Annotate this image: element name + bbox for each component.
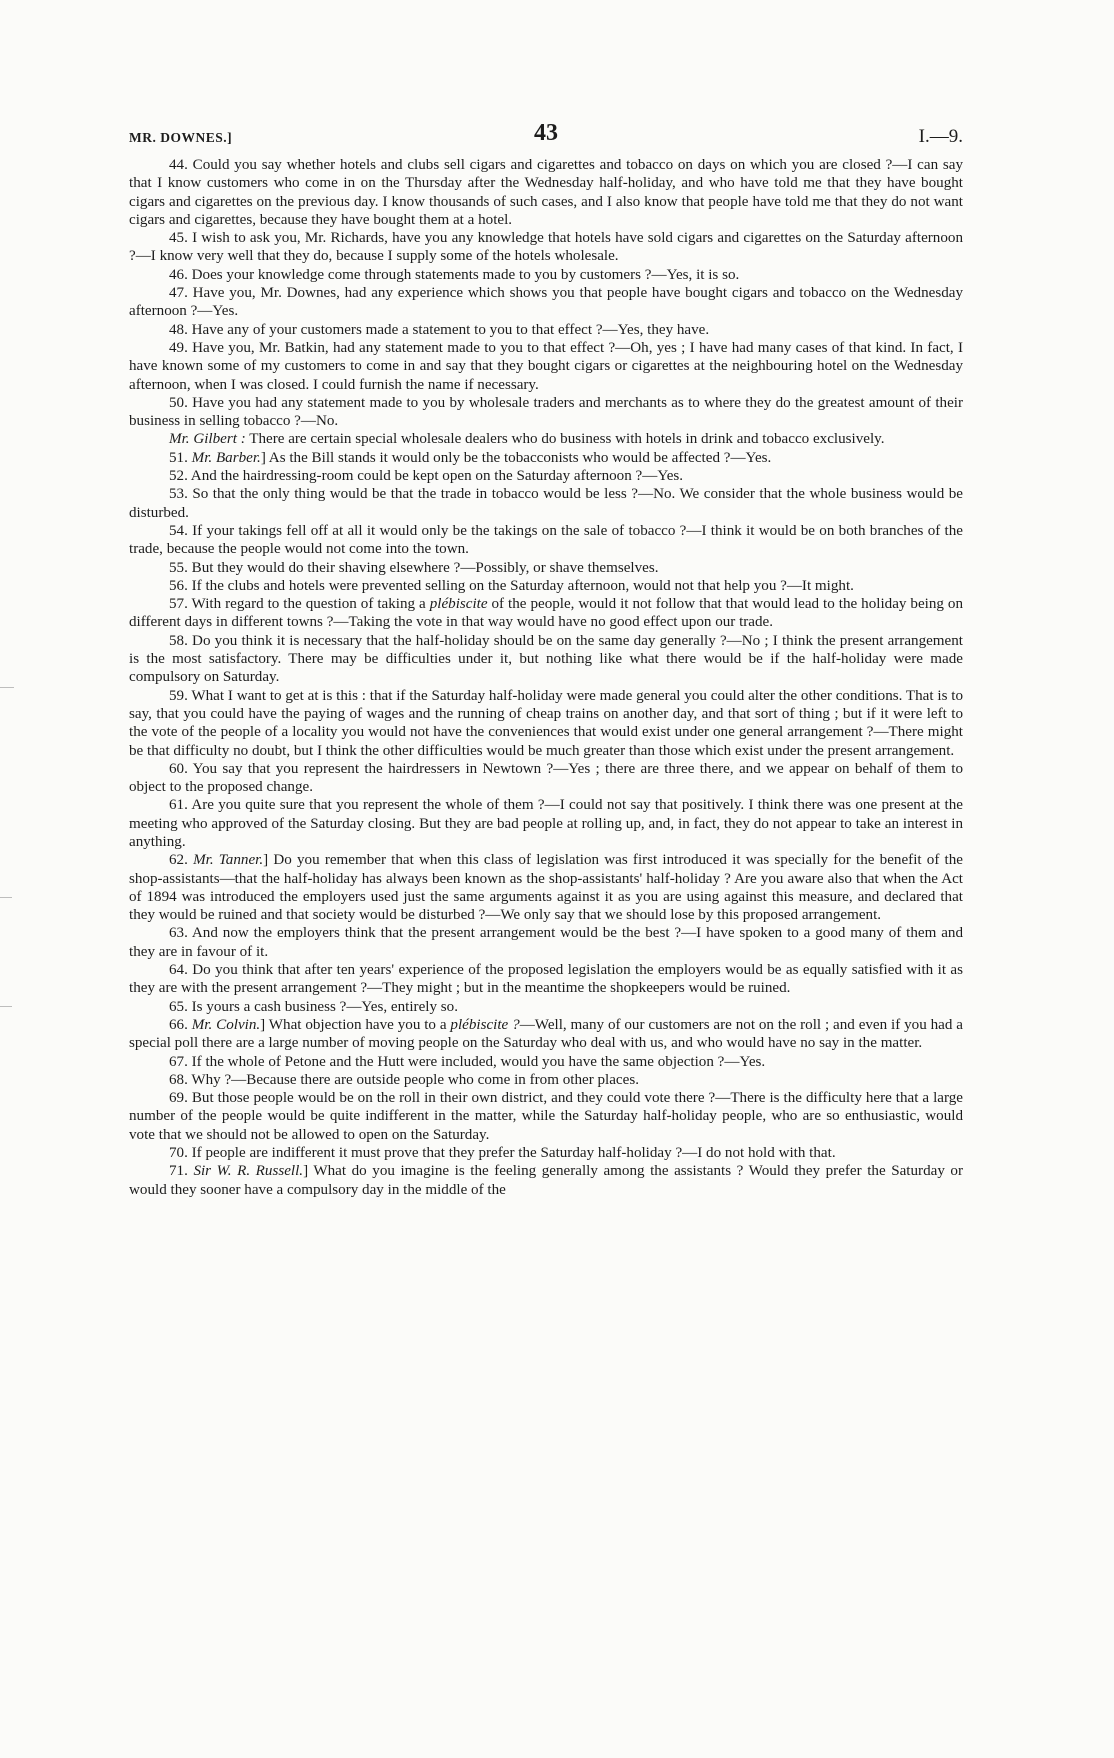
paragraph-text: 59. What I want to get at is this : that if the Saturday half-holiday were made general you could alter the other conditions. That is to say, that you could have the paying of wages and the running of cheap trains on another day, and that sort of thing ; but if it were left to the vote of the people of a locality you would not have the conveniences that would exist under one general arrangement ?—There might be that difficulty no doubt, but I think the other difficulties would be much greater than those which exist under the present arrangement. — [129, 687, 963, 759]
testimony-paragraph — [129, 1144, 963, 1162]
paragraph-text: ] What do you imagine is the feeling generally among the assistants ? Would they prefer the Saturday or would they sooner have a compulsory day in the middle of the — [129, 1163, 963, 1198]
paragraph-text: ] As the Bill stands it would only be the tobacconists who would be affected ?—Yes. — [260, 449, 772, 466]
testimony-paragraph — [129, 229, 963, 266]
paragraph-text: 69. But those people would be on the roll in their own district, and they could vote there ?—There is the difficulty here that a large number of the people would be quite indifferent in the matter, while the Saturday half-holiday people, who are so enthusiastic, would vote that we should not be allowed to open on the Saturday. — [129, 1090, 963, 1143]
paragraph-text: 60. You say that you represent the hairdressers in Newtown ?—Yes ; there are three there, and we appear on behalf of them to object to the proposed change. — [129, 760, 963, 796]
paragraph-text: 57. With regard to the question of taking a — [169, 596, 430, 613]
testimony-paragraph — [129, 961, 963, 998]
testimony-paragraph — [129, 924, 963, 961]
paragraph-text: 48. Have any of your customers made a statement to you to that effect ?—Yes, they have. — [169, 321, 710, 338]
paragraph-text: 65. Is yours a cash business ?—Yes, entirely so. — [169, 998, 458, 1015]
testimony-paragraph — [129, 1071, 963, 1089]
italic-text: Mr. Gilbert : — [169, 431, 246, 448]
testimony-paragraph — [129, 1016, 963, 1053]
running-header — [129, 118, 963, 152]
speaker-heading: MR. DOWNES.] — [129, 130, 233, 145]
paragraph-text: 49. Have you, Mr. Batkin, had any statement made to you to that effect ?—Oh, yes ; I have had many cases of that kind. In fact, I have known some of my customers to come in and say that they bought cigars or cigarettes at the neighbouring hotel on the Wednesday afternoon, when I was closed. I could furnish the name if necessary. — [129, 339, 963, 393]
testimony-paragraph — [129, 998, 963, 1016]
paragraph-text: 56. If the clubs and hotels were prevented selling on the Saturday afternoon, would not that help you ?—It might. — [169, 577, 854, 594]
testimony-paragraph — [129, 467, 963, 485]
testimony-paragraph — [129, 485, 963, 522]
italic-text: Sir W. R. Russell. — [193, 1163, 304, 1180]
testimony-paragraph — [129, 339, 963, 394]
paragraph-text: ] Do you remember that when this class of legislation was first introduced it was specially for the benefit of the shop-assistants—that the half-holiday has always been known as the shop-assistants' half-holiday ? Are you aware also that when the Act of 1894 was introduced the employers used just the same arguments against it as you are using against this measure, and declared that they would be ruined and that society would be disturbed ?—We only say that we should lose by this proposed arrangement. — [129, 852, 963, 924]
testimony-paragraph — [129, 595, 963, 632]
italic-text: Mr. Tanner. — [193, 852, 264, 869]
testimony-paragraph — [129, 851, 963, 924]
testimony-paragraph — [129, 449, 963, 467]
italic-text: Mr. Barber. — [191, 449, 261, 466]
paragraph-text: 44. Could you say whether hotels and clubs sell cigars and cigarettes and tobacco on days on which you are closed ?—I can say that I know customers who come in on the Thursday after the Wednesday half-holiday, and who have told me that they have bought cigars and cigarettes on the previous day. I know thousands of such cases, and I also know that people have told me that they do not want cigars and cigarettes, because they have bought them at a hotel. — [129, 157, 963, 228]
paragraph-text: 62. — [169, 852, 194, 869]
paragraph-text: 47. Have you, Mr. Downes, had any experience which shows you that people have bought cigars and tobacco on the Wednesday afternoon ?—Yes. — [129, 285, 963, 320]
paragraph-text: 58. Do you think it is necessary that the half-holiday should be on the same day generally ?—No ; I think the present arrangement is the most satisfactory. There may be difficulties under it, but nothing like what there would be if the half-holiday were made compulsory on Saturday. — [129, 632, 963, 686]
testimony-paragraph — [129, 156, 963, 229]
paragraph-text: 53. So that the only thing would be that the trade in tobacco would be less ?—No. We consider that the whole business would be disturbed. — [129, 486, 963, 521]
testimony-body — [129, 156, 963, 1199]
paragraph-text: 51. — [169, 449, 192, 466]
paragraph-text: 70. If people are indifferent it must prove that they prefer the Saturday half-holiday ?—I do not hold with that. — [169, 1145, 836, 1162]
scan-mark — [0, 897, 12, 898]
paragraph-text: 63. And now the employers think that the present arrangement would be the best ?—I have spoken to a good many of them and they are in favour of it. — [129, 925, 963, 960]
scan-mark — [0, 687, 14, 688]
document-page — [129, 118, 963, 1199]
paragraph-text: of the people, would it not follow that that would lead to the holiday being on different days in different towns ?—Taking the vote in that way would have no good effect upon our trade. — [129, 596, 963, 631]
scan-mark — [0, 1006, 12, 1007]
testimony-paragraph — [129, 1162, 963, 1199]
paragraph-text: 54. If your takings fell off at all it would only be the takings on the sale of tobacco ?—I think it would be on both branches of the trade, because the people would not come into the town. — [129, 522, 963, 558]
paragraph-text: There are certain special wholesale dealers who do business with hotels in drink and tobacco exclusively. — [245, 431, 885, 448]
testimony-paragraph — [129, 796, 963, 851]
testimony-paragraph — [129, 430, 963, 448]
testimony-paragraph — [129, 760, 963, 797]
paragraph-text: 61. Are you quite sure that you represent the whole of them ?—I could not say that positively. I think there was one present at the meeting who approved of the Saturday closing. But they are bad people at rolling up, and, in fact, they do not appear to take an interest in anything. — [129, 797, 963, 850]
testimony-paragraph — [129, 394, 963, 431]
paragraph-text: 45. I wish to ask you, Mr. Richards, have you any knowledge that hotels have sold cigars and cigarettes on the Saturday afternoon ?—I know very well that they do, because I supply some of the hotels wholesale. — [129, 230, 963, 265]
italic-text: Mr. Colvin. — [191, 1016, 261, 1033]
testimony-paragraph — [129, 632, 963, 687]
testimony-paragraph — [129, 687, 963, 760]
testimony-paragraph — [129, 1053, 963, 1071]
testimony-paragraph — [129, 266, 963, 284]
paragraph-text: 46. Does your knowledge come through statements made to you by customers ?—Yes, it is so. — [169, 266, 740, 283]
testimony-paragraph — [129, 284, 963, 321]
italic-text: plébiscite ? — [450, 1016, 520, 1033]
paragraph-text: 64. Do you think that after ten years' experience of the proposed legislation the employers would be as equally satisfied with it as they are with the present arrangement ?—They might ; but in the meantime the shopkeepers would be ruined. — [129, 962, 963, 997]
paragraph-text: ] What objection have you to a — [260, 1016, 451, 1033]
testimony-paragraph — [129, 1089, 963, 1144]
testimony-paragraph — [129, 577, 963, 595]
paragraph-text: 55. But they would do their shaving elsewhere ?—Possibly, or shave themselves. — [169, 559, 659, 576]
italic-text: plébiscite — [429, 596, 488, 613]
testimony-paragraph — [129, 559, 963, 577]
paragraph-text: 50. Have you had any statement made to you by wholesale traders and merchants as to where they do the greatest amount of their business in selling tobacco ?—No. — [129, 394, 963, 430]
page-number: 43 — [534, 120, 558, 146]
paragraph-text: 68. Why ?—Because there are outside people who come in from other places. — [169, 1071, 639, 1088]
paragraph-text: 66. — [169, 1016, 192, 1033]
document-reference: I.—9. — [918, 126, 963, 147]
testimony-paragraph — [129, 522, 963, 559]
paragraph-text: 52. And the hairdressing-room could be kept open on the Saturday afternoon ?—Yes. — [169, 468, 684, 485]
paragraph-text: —Well, many of our customers are not on the roll ; and even if you had a special poll there are a large number of moving people on the Saturday who deal with us, and who would have no say in the matter. — [129, 1016, 963, 1052]
paragraph-text: 67. If the whole of Petone and the Hutt were included, would you have the same objection ?—Yes. — [169, 1053, 766, 1070]
testimony-paragraph — [129, 321, 963, 339]
paragraph-text: 71. — [169, 1163, 194, 1180]
